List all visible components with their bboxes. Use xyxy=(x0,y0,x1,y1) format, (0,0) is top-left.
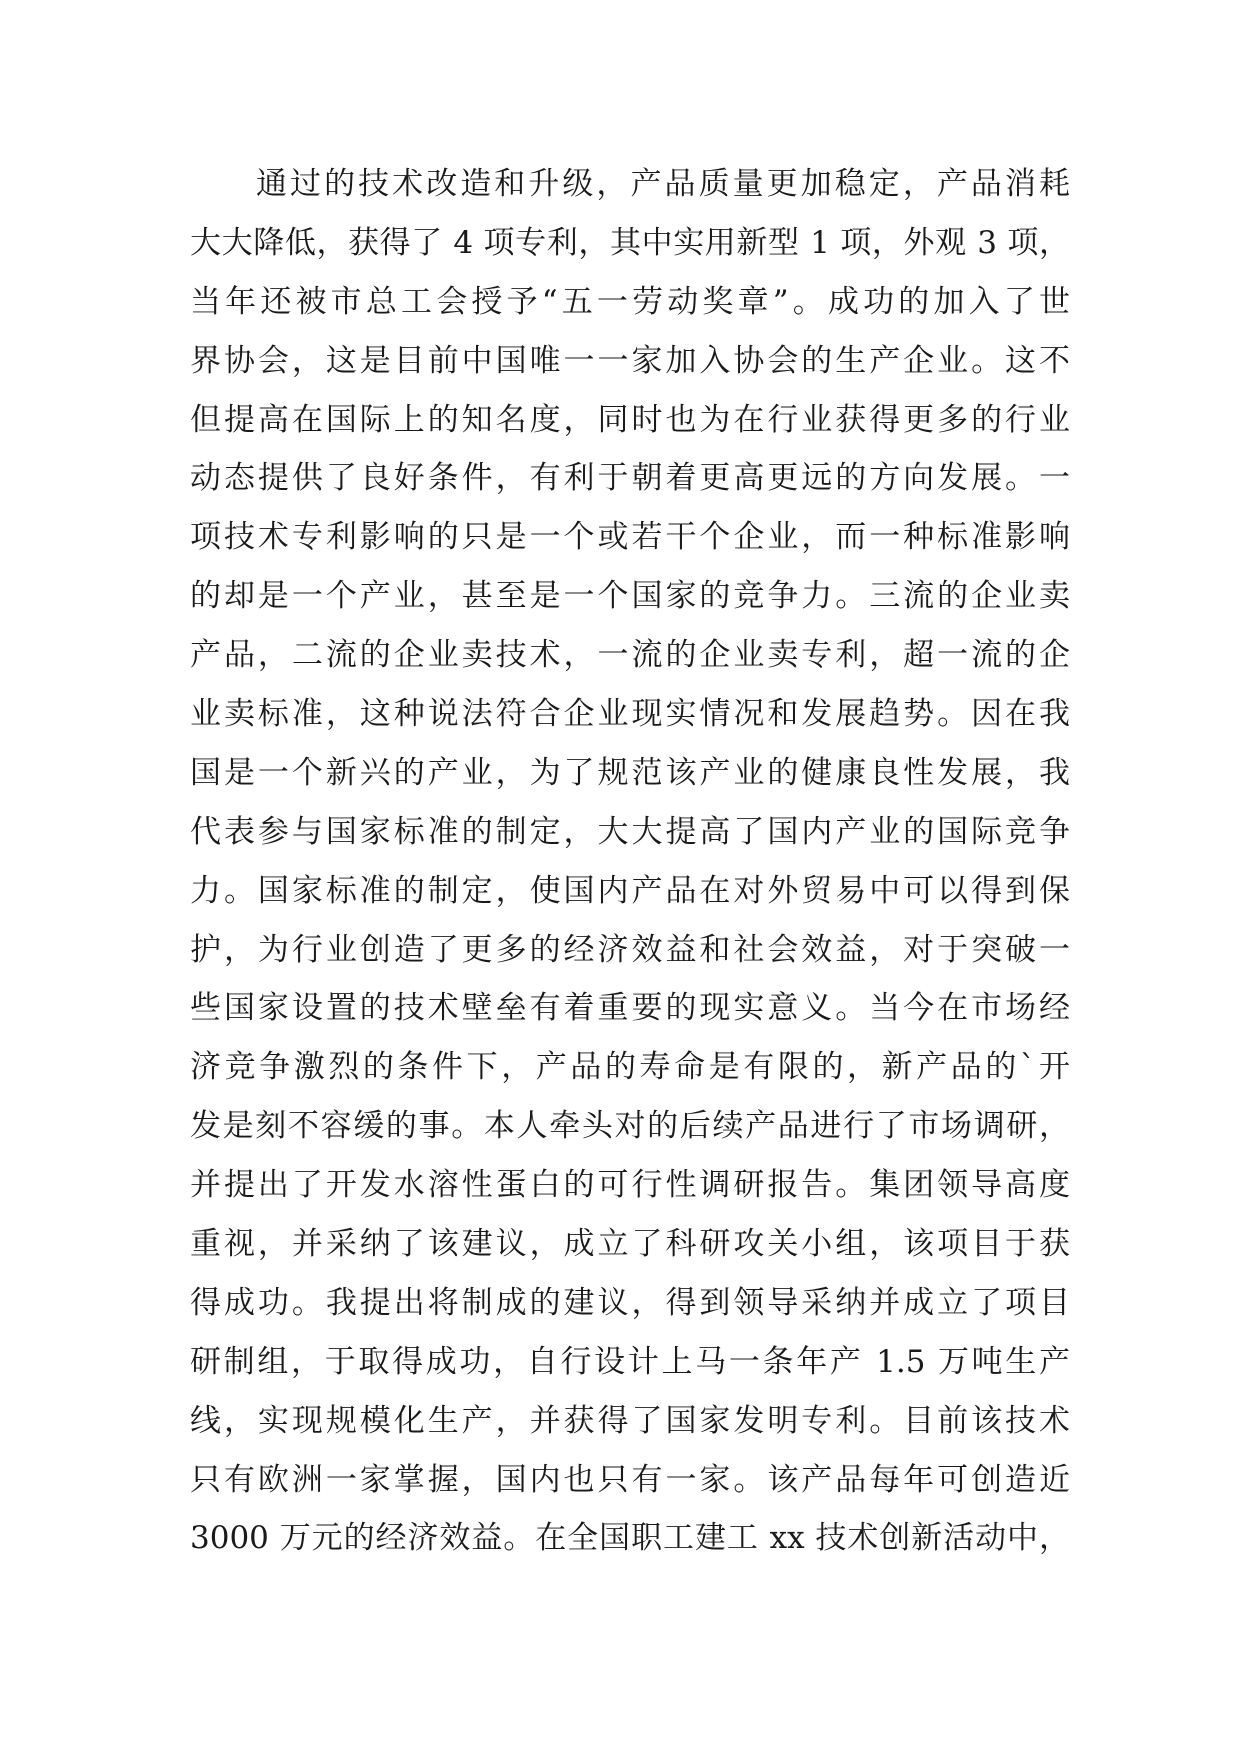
text-line: 国是一个新兴的产业，为了规范该产业的健康良性发展，我 xyxy=(190,754,1070,791)
text-line: 发是刻不容缓的事。本人牵头对的后续产品进行了市场调研， xyxy=(190,1108,1070,1145)
text-line: 研制组，于取得成功，自行设计上马一条年产 1.5 万吨生产 xyxy=(190,1343,1070,1380)
text-line: 并提出了开发水溶性蛋白的可行性调研报告。集团领导高度 xyxy=(190,1167,1070,1204)
text-line: 护，为行业创造了更多的经济效益和社会效益，对于突破一 xyxy=(190,931,1070,968)
text-line: 线，实现规模化生产，并获得了国家发明专利。目前该技术 xyxy=(190,1402,1070,1439)
text-line: 只有欧洲一家掌握，国内也只有一家。该产品每年可创造近 xyxy=(190,1461,1070,1498)
text-line: 济竞争激烈的条件下，产品的寿命是有限的，新产品的`开 xyxy=(190,1049,1070,1086)
text-line: 产品，二流的企业卖技术，一流的企业卖专利，超一流的企 xyxy=(190,637,1070,674)
text-line: 界协会，这是目前中国唯一一家加入协会的生产企业。这不 xyxy=(190,342,1070,379)
text-line: 得成功。我提出将制成的建议，得到领导采纳并成立了项目 xyxy=(190,1284,1070,1321)
text-line: 3000 万元的经济效益。在全国职工建工 xx 技术创新活动中， xyxy=(190,1520,1070,1557)
text-line: 业卖标准，这种说法符合企业现实情况和发展趋势。因在我 xyxy=(190,696,1070,733)
text-line: 些国家设置的技术壁垒有着重要的现实意义。当今在市场经 xyxy=(190,990,1070,1027)
text-line: 动态提供了良好条件，有利于朝着更高更远的方向发展。一 xyxy=(190,460,1070,497)
text-line: 项技术专利影响的只是一个或若干个企业，而一种标准影响 xyxy=(190,519,1070,556)
body-paragraph xyxy=(190,155,1070,1568)
text-line: 通过的技术改造和升级，产品质量更加稳定，产品消耗 xyxy=(256,166,1070,202)
text-line: 大大降低，获得了 4 项专利，其中实用新型 1 项，外观 3 项， xyxy=(190,224,1070,261)
text-line: 但提高在国际上的知名度，同时也为在行业获得更多的行业 xyxy=(190,401,1070,438)
text-line: 的却是一个产业，甚至是一个国家的竞争力。三流的企业卖 xyxy=(190,578,1070,615)
text-line: 代表参与国家标准的制定，大大提高了国内产业的国际竞争 xyxy=(190,813,1070,850)
text-line: 重视，并采纳了该建议，成立了科研攻关小组，该项目于获 xyxy=(190,1226,1070,1263)
text-line: 力。国家标准的制定，使国内产品在对外贸易中可以得到保 xyxy=(190,872,1070,909)
text-line: 当年还被市总工会授予“五一劳动奖章”。成功的加入了世 xyxy=(190,283,1070,320)
